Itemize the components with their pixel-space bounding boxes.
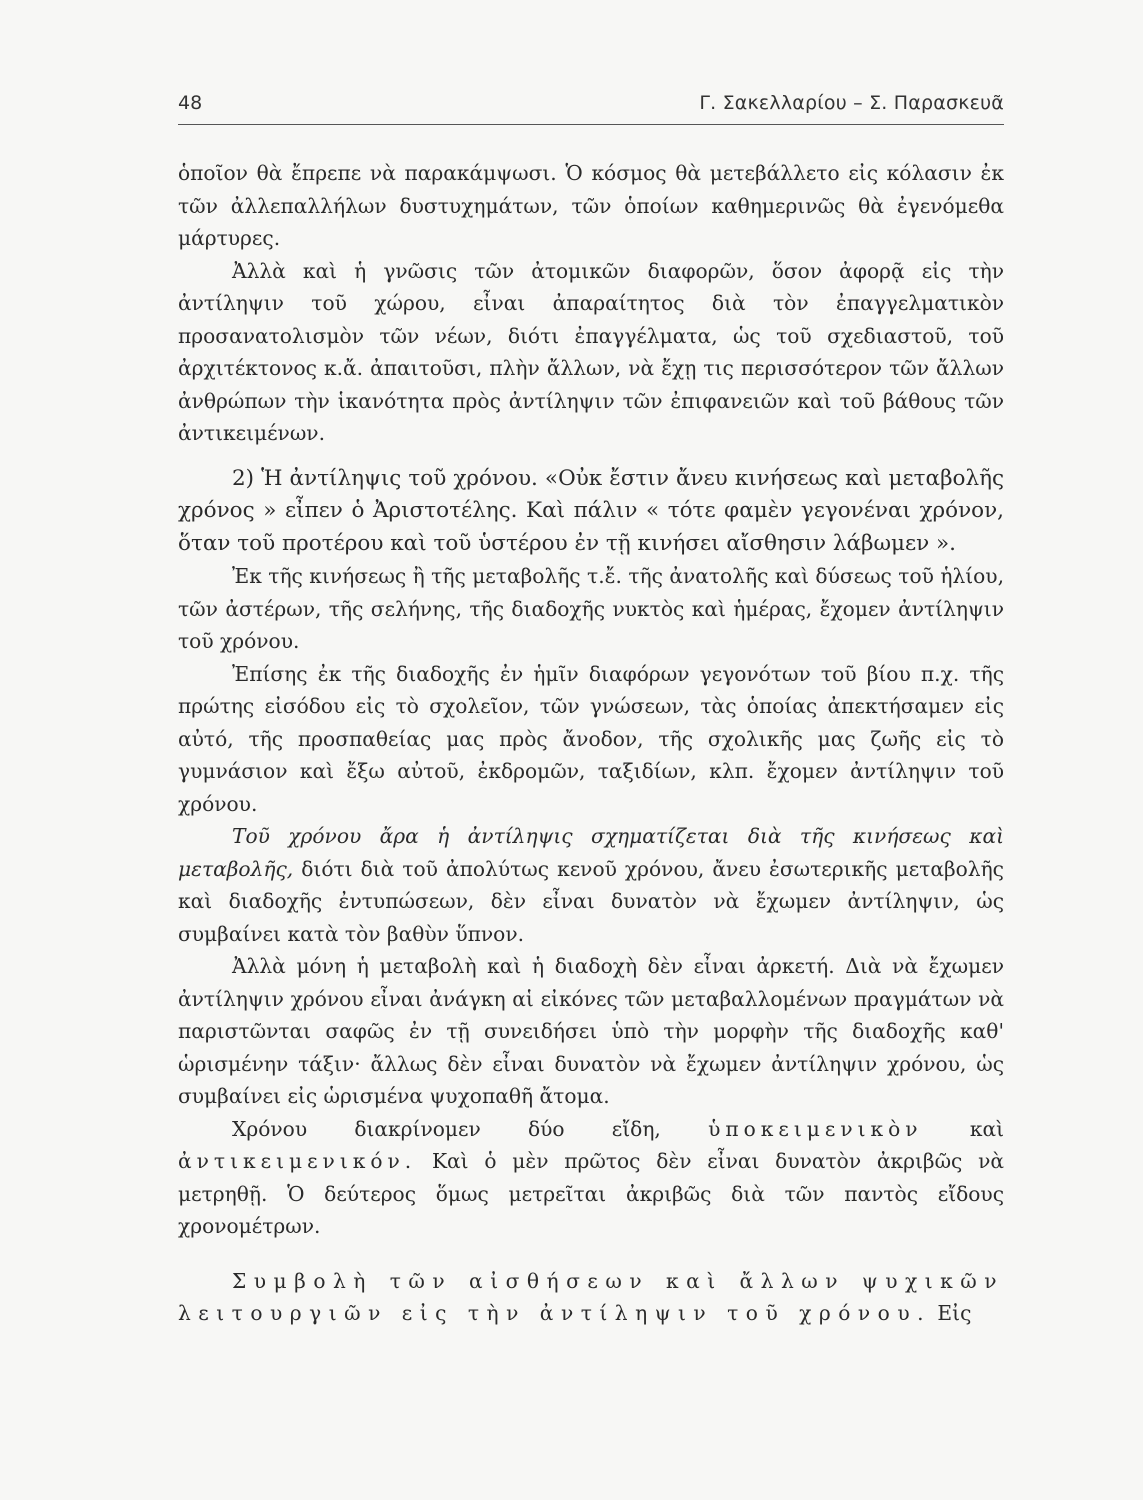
paragraph-8-mid: καὶ: [922, 1116, 1004, 1141]
term-subjective: ὑποκειμενικὸν: [708, 1116, 923, 1141]
subsection-heading-senses: Συμβολὴ τῶν αἰσθήσεων καὶ ἄλλων ψυχικῶν λειτουργιῶν εἰς τὴν ἀντίληψιν τοῦ χρόνου.: [178, 1268, 1004, 1325]
running-title: Γ. Σακελλαρίου – Σ. Παρασκευᾶ: [699, 92, 1004, 114]
paragraph-9-end: Εἰς: [931, 1301, 972, 1325]
body-text: [178, 157, 1004, 1330]
paragraph-6: [178, 820, 1004, 950]
paragraph-6-rest: διότι διὰ τοῦ ἀπολύτως κενοῦ χρόνου, ἄνευ ἐσωτερικῆς μεταβολῆς καὶ διαδοχῆς ἐντυπώσεων, δὲν εἶναι δυνατὸν νὰ ἔχωμεν ἀντίληψιν, ὡς συμβαίνει κατὰ τὸν βαθὺν ὕπνον.: [178, 856, 1004, 946]
paragraph-8-end: Καὶ ὁ μὲν πρῶτος δὲν εἶναι δυνατὸν ἀκριβῶς νὰ μετρηθῇ. Ὁ δεύτερος ὅμως μετρεῖται ἀκριβῶς διὰ τῶν παντὸς εἴδους χρονομέτρων.: [178, 1149, 1004, 1238]
paragraph-8-start: Χρόνου διακρίνομεν δύο εἴδη,: [232, 1116, 709, 1141]
paragraph-5: Ἐπίσης ἐκ τῆς διαδοχῆς ἐν ἡμῖν διαφόρων γεγονότων τοῦ βίου π.χ. τῆς πρώτης εἰσόδου εἰς τὸ σχολεῖον, τῶν γνώσεων, τὰς ὁποίας ἀπεκτήσαμεν εἰς αὐτό, τῆς προσπαθείας μας πρὸς ἄνοδον, τῆς σχολικῆς μας ζωῆς εἰς τὸ γυμνάσιον καὶ ἔξω αὐτοῦ, ἐκδρομῶν, ταξιδίων, κλπ. ἔχομεν ἀντίληψιν τοῦ χρόνου.: [178, 661, 1004, 816]
paragraph-1: ὁποῖον θὰ ἔπρεπε νὰ παρακάμψωσι. Ὁ κόσμος θὰ μετεβάλλετο εἰς κόλασιν ἐκ τῶν ἀλλεπαλλήλων δυστυχημάτων, τῶν ὁποίων καθημερινῶς θὰ ἐγενόμεθα μάρτυρες.: [178, 161, 1004, 250]
book-page: [178, 92, 1004, 1330]
paragraph-2: Ἀλλὰ καὶ ἡ γνῶσις τῶν ἀτομικῶν διαφορῶν, ὅσον ἀφορᾷ εἰς τὴν ἀντίληψιν τοῦ χώρου, εἶναι ἀπαραίτητος διὰ τὸν ἐπαγγελματικὸν προσανατολισμὸν τῶν νέων, διότι ἐπαγγέλματα, ὡς τοῦ σχεδιαστοῦ, τοῦ ἀρχιτέκτονος κ.ἄ. ἀπαιτοῦσι, πλὴν ἄλλων, νὰ ἔχῃ τις περισσότερον τῶν ἄλλων ἀνθρώπων τὴν ἱκανότητα πρὸς ἀντίληψιν τῶν ἐπιφανειῶν καὶ τοῦ βάθους τῶν ἀντικειμένων.: [178, 258, 1004, 445]
paragraph-4: Ἐκ τῆς κινήσεως ἢ τῆς μεταβολῆς τ.ἔ. τῆς ἀνατολῆς καὶ δύσεως τοῦ ἡλίου, τῶν ἀστέρων, τῆς σελήνης, τῆς διαδοχῆς νυκτὸς καὶ ἡμέρας, ἔχομεν ἀντίληψιν τοῦ χρόνου.: [178, 564, 1004, 653]
term-objective: ἀντικειμενικόν.: [178, 1149, 417, 1173]
page-number: 48: [178, 92, 203, 114]
paragraph-7: Ἀλλὰ μόνη ἡ μεταβολὴ καὶ ἡ διαδοχὴ δὲν εἶναι ἀρκετή. Διὰ νὰ ἔχωμεν ἀντίληψιν χρόνου εἶναι ἀνάγκη αἱ εἰκόνες τῶν μεταβαλλομένων πραγμάτων νὰ παριστῶνται σαφῶς ἐν τῇ συνειδήσει ὑπὸ τὴν μορφὴν τῆς διαδοχῆς καθ' ὡρισμένην τάξιν· ἄλλως δὲν εἶναι δυνατὸν νὰ ἔχωμεν ἀντίληψιν χρόνου, ὡς συμβαίνει εἰς ὡρισμένα ψυχοπαθῆ ἄτομα.: [178, 954, 1004, 1108]
page-header: [178, 92, 1004, 125]
paragraph-6-italic: Τοῦ χρόνου ἄρα ἡ ἀντίληψις σχηματίζεται διὰ τῆς κινήσεως καὶ μεταβολῆς,: [178, 824, 1004, 881]
paragraph-9: [178, 1265, 1004, 1330]
section-heading-time-perception: 2) Ἡ ἀντίληψις τοῦ χρόνου. «Οὐκ ἔστιν ἄνευ κινήσεως καὶ μεταβολῆς χρόνος » εἶπεν ὁ Ἀριστοτέλης. Καὶ πάλιν « τότε φαμὲν γεγονέναι χρόνον, ὅταν τοῦ προτέρου καὶ τοῦ ὑστέρου ἐν τῇ κινήσει αἴσθησιν λάβωμεν ».: [178, 465, 1004, 556]
paragraph-8: [178, 1113, 1004, 1243]
